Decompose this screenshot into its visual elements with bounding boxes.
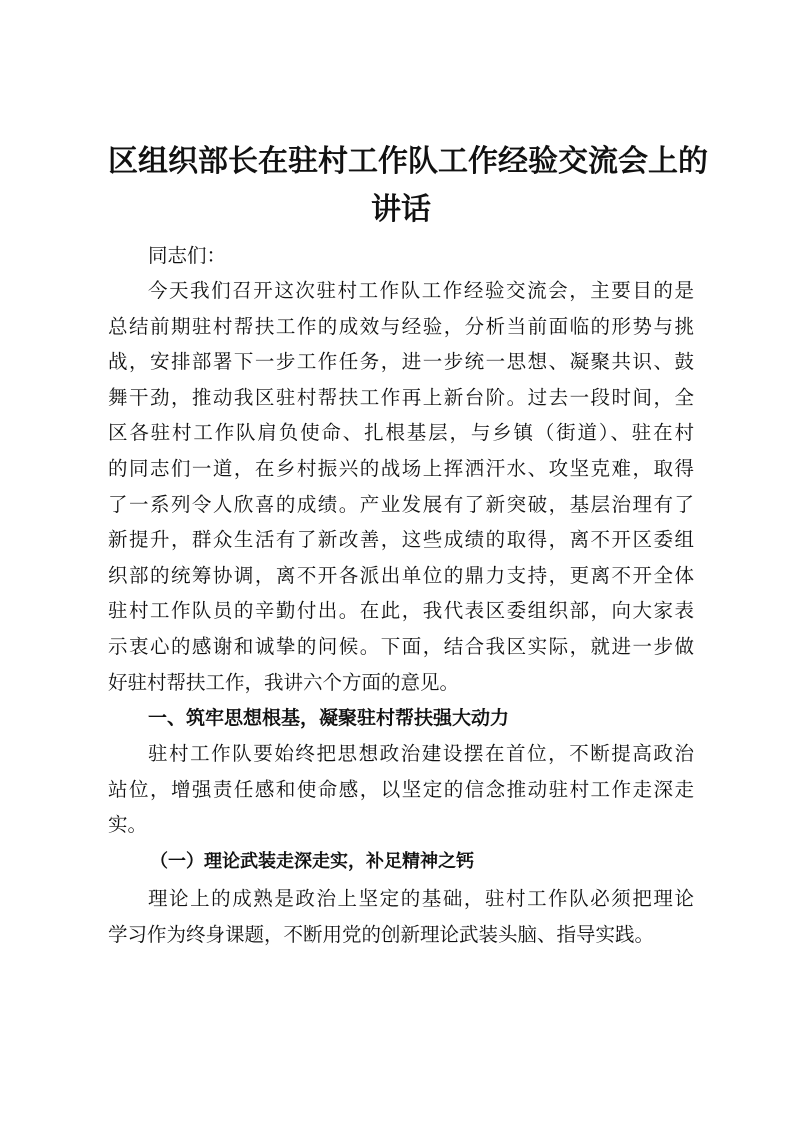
subsection-1-paragraph — [108, 881, 694, 952]
intro-line: 战，安排部署下一步工作任务，进一步统一思想、凝聚共识、鼓 — [108, 350, 694, 374]
intro-line: 示衷心的感谢和诚挚的问候。下面，结合我区实际，就进一步做 — [108, 634, 694, 658]
subsection-1-heading: （一）理论武装走深走实，补足精神之钙 — [150, 850, 474, 872]
intro-line: 总结前期驻村帮扶工作的成效与经验，分析当前面临的形势与挑 — [108, 314, 694, 338]
intro-line: 新提升，群众生活有了新改善，这些成绩的取得，离不开区委组 — [108, 528, 694, 552]
document-title — [108, 138, 708, 234]
intro-line: 的同志们一道，在乡村振兴的战场上挥洒汗水、攻坚克难，取得 — [108, 456, 694, 480]
document-page — [108, 138, 708, 952]
section-1-line: 站位，增强责任感和使命感，以坚定的信念推动驻村工作走深走 — [108, 777, 694, 801]
section-1-heading: 一、筑牢思想根基，凝聚驻村帮扶强大动力 — [148, 707, 510, 730]
title-line-2: 讲话 — [371, 192, 431, 227]
intro-line: 织部的统筹协调，离不开各派出单位的鼎力支持，更离不开全体 — [108, 563, 694, 587]
intro-line: 了一系列令人欣喜的成绩。产业发展有了新突破，基层治理有了 — [108, 492, 694, 516]
intro-line: 舞干劲，推动我区驻村帮扶工作再上新台阶。过去一段时间，全 — [108, 385, 694, 409]
intro-paragraph — [108, 273, 694, 700]
intro-line: 好驻村帮扶工作，我讲六个方面的意见。 — [108, 670, 460, 694]
title-line-1: 区组织部长在驻村工作队工作经验交流会上的 — [108, 144, 708, 179]
intro-line: 区各驻村工作队肩负使命、扎根基层，与乡镇（街道）、驻在村 — [108, 421, 694, 445]
subsection-1-line: 学习作为终身课题，不断用党的创新理论武装头脑、指导实践。 — [108, 922, 655, 946]
intro-line: 驻村工作队员的辛勤付出。在此，我代表区委组织部，向大家表 — [108, 599, 694, 623]
section-1-line: 实。 — [108, 813, 148, 837]
subsection-1-line: 理论上的成熟是政治上坚定的基础，驻村工作队必须把理论 — [148, 886, 694, 910]
section-1-paragraph — [108, 736, 694, 843]
salutation: 同志们： — [148, 244, 227, 267]
section-1-line: 驻村工作队要始终把思想政治建设摆在首位，不断提高政治 — [148, 742, 694, 766]
intro-line: 今天我们召开这次驻村工作队工作经验交流会，主要目的是 — [148, 279, 694, 302]
